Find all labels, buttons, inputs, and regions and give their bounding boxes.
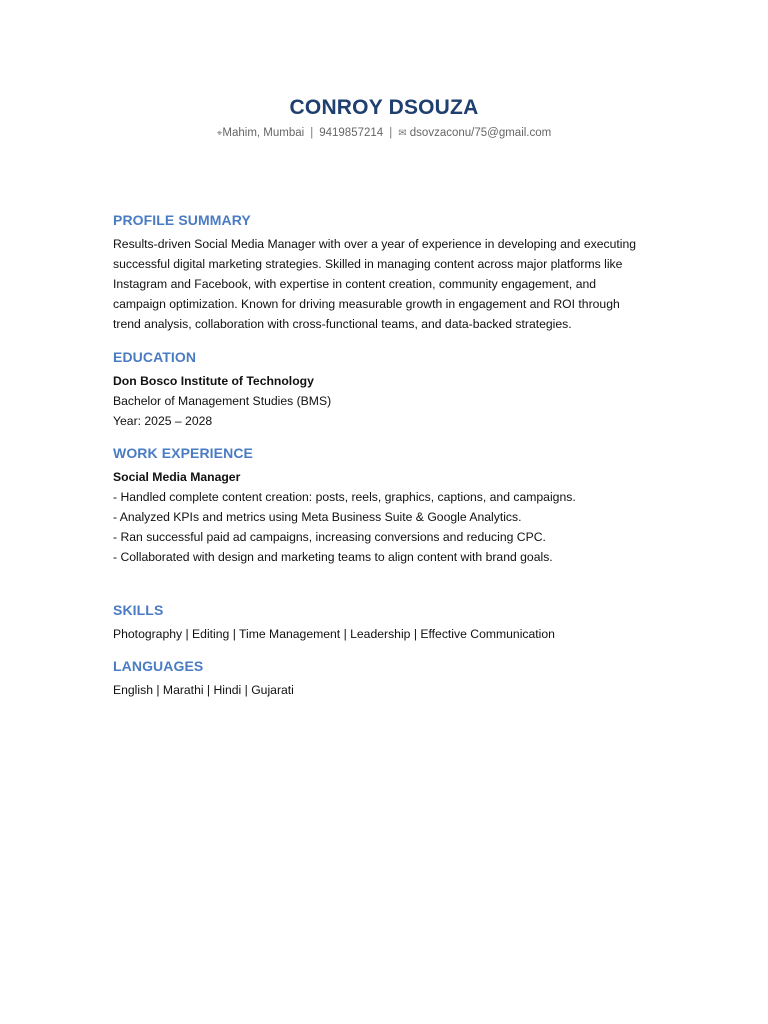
section-heading-education: EDUCATION (113, 349, 197, 365)
skills-section (113, 601, 673, 644)
education-institution: Don Bosco Institute of Technology (113, 374, 314, 388)
work-role: Social Media Manager (113, 470, 241, 484)
contact-separator: | (310, 127, 314, 139)
profile-line: campaign optimization. Known for driving measurable growth in engagement and ROI through (113, 297, 620, 311)
location-text: Mahim, Mumbai (222, 127, 305, 139)
email-icon: ✉ (398, 128, 407, 139)
work-bullet: - Handled complete content creation: posts, reels, graphics, captions, and campaigns. (113, 490, 576, 504)
education-year: Year: 2025 – 2028 (113, 414, 213, 428)
profile-line: successful digital marketing strategies. Skilled in managing content across major platforms like (113, 257, 623, 271)
education-degree: Bachelor of Management Studies (BMS) (113, 394, 332, 408)
languages-section (113, 657, 673, 700)
work-bullet: - Collaborated with design and marketing teams to align content with brand goals. (113, 550, 553, 564)
languages-list: English | Marathi | Hindi | Gujarati (113, 683, 294, 697)
work-bullet: - Ran successful paid ad campaigns, increasing conversions and reducing CPC. (113, 530, 546, 544)
candidate-name: CONROY DSOUZA (289, 96, 479, 119)
section-heading-skills: SKILLS (113, 602, 164, 618)
email-text: dsovzaconu/75@gmail.com (409, 127, 552, 139)
profile-summary-section (113, 211, 673, 334)
profile-line: Instagram and Facebook, with expertise in content creation, community engagement, and (113, 277, 597, 291)
section-heading-work: WORK EXPERIENCE (113, 445, 253, 461)
work-experience-section (113, 444, 673, 567)
location-pin-icon: ⌖ (216, 128, 223, 139)
skills-list: Photography | Editing | Time Management | Leadership | Effective Communication (113, 627, 555, 641)
contact-line (0, 127, 768, 139)
work-bullet: - Analyzed KPIs and metrics using Meta Business Suite & Google Analytics. (113, 510, 522, 524)
section-heading-profile: PROFILE SUMMARY (113, 212, 251, 228)
profile-line: trend analysis, collaboration with cross-functional teams, and data-backed strategies. (113, 317, 572, 331)
profile-line: Results-driven Social Media Manager with over a year of experience in developing and executing (113, 237, 637, 251)
phone-text: 9419857214 (319, 127, 384, 139)
section-heading-languages: LANGUAGES (113, 658, 204, 674)
education-section (113, 348, 673, 431)
contact-separator: | (389, 127, 393, 139)
